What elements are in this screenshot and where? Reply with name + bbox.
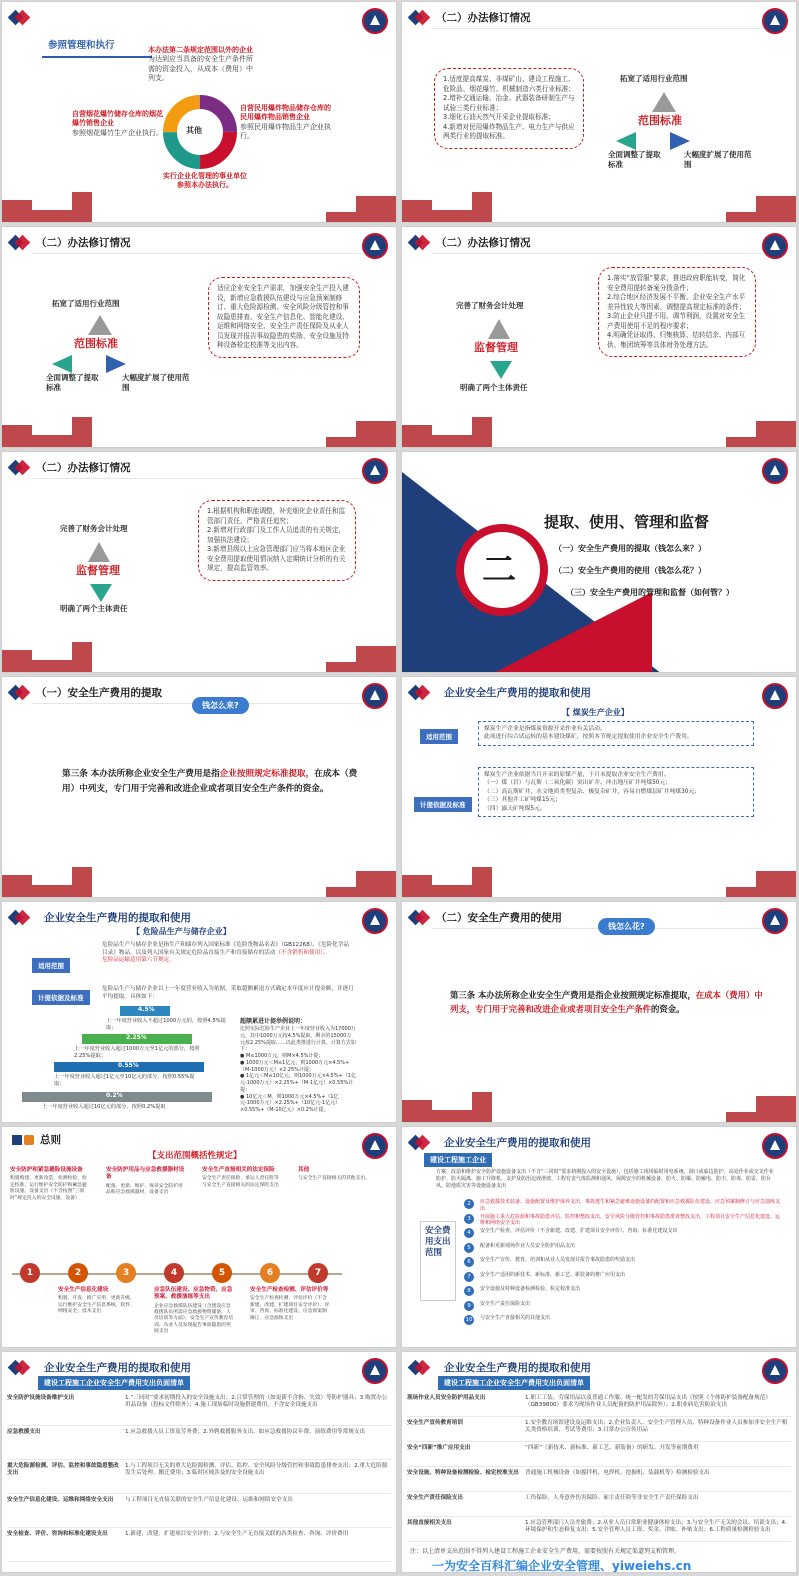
slide-revision-scope-1	[401, 1, 797, 223]
table-row	[407, 1492, 791, 1517]
brand-logo-icon	[10, 11, 30, 25]
header-divider	[32, 478, 362, 479]
left-note-rest: 参照烟花爆竹生产企业执行。	[72, 128, 163, 137]
scope-item-number: 5	[464, 1243, 474, 1253]
tier-rate-2: 2.25%	[126, 1034, 147, 1041]
footnote: 注：以上清单支出范围不得列入建设工程施工企业安全生产费用，需要按照有关规定渠道列支和管理。	[410, 1548, 681, 1555]
arrow-right-icon	[106, 355, 126, 373]
article-text	[450, 988, 768, 1017]
scope-text	[102, 942, 354, 965]
scope-text-note: （不含销售和使用）。	[275, 949, 329, 956]
top-note	[148, 46, 254, 84]
scope-item-number: 8	[464, 1286, 474, 1296]
arrow-right-icon	[670, 132, 690, 150]
emblem-icon	[362, 683, 388, 709]
scope-label: 适用范围	[420, 729, 458, 744]
emblem-icon	[762, 683, 788, 709]
basis-box: 煤炭生产企业依据当月开采的原煤产量，于月末提取企业安全生产费用。 （一）煤（岩）与瓦斯（二氧化碳）突出矿井、冲击地压矿井吨煤50元； （二）高瓦斯矿井，水文地质类型复杂、极复杂矿井，容易自燃煤层矿井吨煤30元； （三）其他井工矿吨煤15元； （四）露天矿吨煤5元。	[478, 767, 754, 817]
row-category: 安全防护设施设备维护支出	[7, 1395, 75, 1401]
emblem-icon	[362, 1358, 388, 1384]
slide-general-rules	[1, 1126, 397, 1348]
step-heading: 其他	[298, 1167, 310, 1173]
center-label: 范围标准	[74, 337, 118, 350]
slide-title: 总则	[40, 1134, 61, 1146]
great-wall-decoration-right	[676, 403, 796, 447]
article-highlight: 企业按照规定标准提取，	[219, 769, 315, 779]
center-label: 监督管理	[474, 341, 518, 354]
top-label: 拓宽了适用行业范围	[52, 299, 120, 308]
table-row	[7, 1494, 391, 1528]
row-category: 安全检查、评价、咨询和标准化建设支出	[7, 1531, 108, 1537]
tier-desc-3: 上一年度营业收入超过1亿元至10亿元的部分，按照0.55%提取；	[54, 1074, 195, 1088]
step-heading: 安全生产检查检测、评估评价等	[250, 1287, 329, 1293]
divider-background	[402, 452, 797, 673]
table-row	[407, 1442, 791, 1467]
great-wall-decoration-left	[402, 178, 522, 222]
revision-bubble: 1.适度提高煤炭、非煤矿山、建设工程施工、危险品、烟花爆竹、机械制造六类行业标准； 2.增补交通运输、冶金、武器装备研制生产与试验三类行业标准； 3.细化石油天然气开采企业提取标准； 4.新增对民用爆炸物品生产、电力生产与供应两类行业的提取标准。	[434, 68, 584, 149]
tier-desc-2: 上一年度营业收入超过1000万元至1亿元的部分，按照2.25%提取；	[74, 1046, 200, 1060]
row-detail: 1.应急管理部门人员差旅费；2.从业人员日常职业健康体检支出；3.与安全生产无关的会议、培训支出；4.环境保护和生态修复支出；5.安全管理人员工资、奖金、津贴、补贴支出；6.工程质量检测检验支出	[525, 1520, 787, 1534]
tier-desc-4: 上一年度营业收入超过10亿元的部分，按照0.2%提取	[42, 1104, 166, 1110]
scope-item-text: 与安全生产直接相关的其他支出	[480, 1315, 551, 1321]
row-detail: 普通施工机械设备（如搅拌机、电焊机、挖掘机、装载机等）检测检验支出	[525, 1470, 710, 1476]
scope-text-note-2: 危险品运输适用第六节规定。	[102, 957, 175, 964]
scope-label: 适用范围	[32, 958, 70, 973]
slide-title: （二）办法修订情况	[436, 237, 531, 249]
right-label: 大幅度扩展了使用范围	[684, 150, 752, 170]
watermark-text: 一为安全百科汇编企业安全管理、yiweiehs.cn	[432, 1559, 692, 1573]
center-label: 范围标准	[638, 114, 682, 127]
row-detail: 1.职工工装、劳保用品以及普通工作服、统一配发的劳保用品支出（按照《个体防护装备配备规范》（GB39800）要求为现场作业人员配备的防护用品除外）；2.职业病危害防治支出	[525, 1395, 771, 1409]
square-bullet-icon	[12, 1135, 22, 1145]
table-row	[407, 1517, 791, 1542]
slide-heading: 参照管理和执行	[48, 40, 115, 51]
question-badge: 钱怎么花?	[598, 918, 655, 935]
brand-logo-icon	[410, 911, 430, 925]
scope-item-number: 7	[464, 1272, 474, 1282]
scope-item-number: 10	[465, 1317, 473, 1323]
bottom-label: 明确了两个主体责任	[460, 383, 528, 392]
row-detail: “四新”（新技术、新标准、新工艺、新装备）的研发、开发等前期费用	[525, 1445, 699, 1451]
slide-hazardous-goods-enterprise	[1, 901, 397, 1123]
great-wall-decoration-right	[276, 178, 396, 222]
scope-item-text: 安全设施及特种设备检测检验、检定校准支出	[480, 1286, 581, 1292]
row-detail: 1.安全教育场馆建设及运维支出；2.企业负责人、安全生产管理人员、特种设备作业人员参加非安全生产相关类资格培训、考试等费用；3.日常办公宣传用品	[525, 1420, 788, 1434]
brand-logo-icon	[410, 1136, 430, 1150]
slide-title: （二）办法修订情况	[436, 12, 531, 24]
scope-item-number: 6	[464, 1257, 474, 1267]
table-row	[7, 1460, 391, 1494]
step-body: 企业应急救援队伍建设（含建设应急救援队伍所需应急救援物资储备、人员培训等方面）、安全生产宣传教育培训、从业人员发现报告事故隐患的奖励支出	[154, 1303, 234, 1335]
brand-logo-icon	[410, 686, 430, 700]
slide-coal-enterprise	[401, 676, 797, 898]
timeline-step-number: 5	[212, 1263, 232, 1283]
brand-logo-icon	[10, 911, 30, 925]
timeline-step-number: 1	[20, 1263, 40, 1283]
header-divider	[432, 253, 762, 254]
great-wall-decoration-right	[676, 853, 796, 897]
left-note-red: 自营烟花爆竹储存仓库的烟花爆竹销售企业	[72, 110, 163, 128]
scope-item-number: 4	[464, 1228, 474, 1238]
slide-revision-supervision-1	[401, 226, 797, 448]
brand-logo-icon	[10, 236, 30, 250]
right-note	[240, 104, 336, 142]
row-detail: 工伤保险、人身意外伤害保险、雇主责任险等非安全生产责任保险支出	[525, 1495, 699, 1501]
row-category: 安全设施、特种设备检测检验、检定校准支出	[407, 1470, 519, 1476]
emblem-icon	[362, 458, 388, 484]
tier-rate-3: 0.55%	[118, 1062, 139, 1069]
ring-center-label: 其他	[186, 126, 202, 135]
basis-text: 危险品生产与储存企业以上一年度营业收入为依据，采取超额累退方式确定本年度应计提金额，并逐月平均提取。具体如下：	[102, 986, 354, 1000]
arrow-up-icon	[488, 319, 510, 339]
table-row	[407, 1417, 791, 1442]
section-numeral: 二	[482, 550, 516, 590]
step-heading: 安全生产直接相关的法定保险	[202, 1167, 275, 1173]
timeline-step-number: 6	[260, 1263, 280, 1283]
emblem-icon	[762, 458, 788, 484]
step-heading: 安全生产信息化建设	[58, 1287, 109, 1293]
row-detail: 与工程项目无直接关联的安全生产信息化建设、运维和网络安全支出	[125, 1497, 293, 1503]
arrow-up-icon	[88, 542, 110, 562]
article-highlight: 在成本（费用）中列支，专门用于完善和改进企业或者项目安全生产条件	[450, 990, 763, 1015]
example-text: 比照实际危险生产企业上一年度营业收入为17000万元，其中1000万元按4.5%提取，剩余的15000万元按2.25%提取……以此类推进行计算。计算方式如下： ● M≤1000万元，则M×4.5%计提； ● 1000万元＜M≤1亿元，则1000万元×4.5%+（M-1000万元）×2.25%计提； ● 1亿元＜M≤10亿元，则1000万元×4.5%+（1亿元-1000万元）×2.25%+（M-1亿元）×0.55%计提； ● 10亿元＜M，则1000万元×4.5%+（1亿元-1000万元）×2.25%+（10亿元-1亿元）×0.55%+（M-10亿元）×0.2%计提。	[240, 1026, 356, 1113]
row-category: 重大危险源检测、评估、监控和事故隐患整改支出	[7, 1463, 119, 1477]
step-body: 安全生产责任保险、承运人责任险等与安全生产直接相关的法定保险支出	[202, 1176, 279, 1188]
article-lead: 第三条 本办法所称企业安全生产费用是指	[62, 769, 220, 779]
arrow-down-icon	[90, 584, 112, 602]
slide-title: 企业安全生产费用的提取和使用	[44, 1362, 191, 1374]
slide-title: （二）办法修订情况	[36, 237, 131, 249]
article-rest: 的资金。	[651, 1004, 685, 1015]
emblem-icon	[362, 908, 388, 934]
table-row	[7, 1392, 391, 1426]
arrow-down-icon	[490, 361, 512, 379]
row-detail: 1.新建、改建、扩建项目安全评价；2.与安全生产无直接关联的各类检查、咨询、评价费用	[125, 1531, 349, 1537]
emblem-icon	[362, 1133, 388, 1159]
slide-section-divider	[401, 451, 797, 673]
left-label: 全面调整了提取标准	[46, 373, 99, 393]
emblem-icon	[762, 1133, 788, 1159]
article-rest: 在成本（费用）中列支，专门用于完善和改进企业或者项目安全生产条件的资金。	[62, 769, 358, 794]
enterprise-subheading: 【 危险品生产与储存企业】	[132, 927, 231, 936]
example-title: 超额累进计提举例说明：	[240, 1018, 307, 1025]
heading-underline	[42, 56, 152, 58]
enterprise-subheading: 建设工程施工企业	[424, 1153, 492, 1167]
timeline-step-number: 3	[116, 1263, 136, 1283]
slide-title: 企业安全生产费用的提取和使用	[44, 912, 191, 924]
great-wall-decoration-right	[276, 853, 396, 897]
section-item-1: （一）安全生产费用的提取（钱怎么来？）	[554, 544, 706, 553]
step-heading: 安全防护用品与应急救援器材设备	[106, 1167, 185, 1181]
emblem-icon	[762, 233, 788, 259]
revision-bubble: 1.落实“放管服”要求，推进政府职能转变，简化安全费用提转备案分拨条件； 2.综合地区经济发展不平衡、企业安全生产水平差异性较大等因素，调整提高规定标准的条件； 3.防止企业只提不用、调节利润，设置对安全生产费用使用不足的程序要求； 4.明确凭证取得、归集核算、结转结余、内部互供、集团统筹等具体财务处理方法。	[598, 267, 756, 357]
brand-logo-icon	[10, 461, 30, 475]
row-category: 安全“四新”推广应用支出	[407, 1445, 471, 1451]
emblem-icon	[762, 1358, 788, 1384]
slide-title: （二）安全生产费用的使用	[436, 912, 562, 924]
emblem-icon	[362, 233, 388, 259]
row-category: 现场作业人员安全防护用品支出	[407, 1395, 486, 1401]
great-wall-decoration-right	[676, 178, 796, 222]
slide-title: 企业安全生产费用的提取和使用	[444, 1137, 591, 1149]
timeline-step-number: 7	[308, 1263, 328, 1283]
slide-title: （一）安全生产费用的提取	[36, 687, 162, 699]
header-divider	[432, 28, 762, 29]
step-heading: 安全防护和紧急避险设施设备	[10, 1167, 83, 1173]
brand-logo-icon	[410, 11, 430, 25]
basis-label: 计提依据及标准	[32, 990, 90, 1005]
timeline-step-card	[154, 1287, 234, 1336]
timeline-step-card	[250, 1287, 330, 1322]
scope-item-text: 安全生产宣传、教育、培训和从业人员发现并报告事故隐患的奖励支出	[480, 1257, 636, 1263]
bottom-label: 明确了两个主体责任	[60, 604, 128, 613]
slide-title: （二）办法修订情况	[36, 462, 131, 474]
step-body: 与安全生产直接相关的其他支出。	[298, 1176, 370, 1182]
scope-item-number: 3	[464, 1214, 474, 1224]
slide-negative-list-1	[1, 1351, 397, 1573]
timeline-step-number: 2	[68, 1263, 88, 1283]
step-body: 配备、更新、维护、保养安全防护用品和应急救援器材、设备支出	[106, 1183, 183, 1195]
table-row	[407, 1467, 791, 1492]
scope-item-text: 安全生产检查、评估评价（不含新建、改建、扩建项目安全评价）、咨询、标准化建设支出	[480, 1228, 678, 1234]
article-lead: 第三条 本办法所称企业安全生产费用是指企业按照规定标准提取，	[450, 990, 696, 1000]
scope-item-text: 配备和更新现场作业人员安全防护用品支出	[480, 1242, 576, 1249]
brand-logo-icon	[410, 1361, 430, 1375]
step-heading: 应急队伍建设、应急物资、应急预案、救援演练等支出	[154, 1287, 233, 1301]
step-body: 购置、开发、推广应用、更新升级、运行维护安全生产信息系统、软件、网络安全、技术支出	[58, 1296, 135, 1315]
great-wall-decoration-left	[2, 853, 122, 897]
row-category: 安全生产宣传教育培训	[407, 1420, 463, 1426]
section-title: 提取、使用、管理和监督	[544, 513, 710, 531]
scope-item-text: 安全生产适用的新技术、新标准、新工艺、新装备的推广应用支出	[480, 1271, 626, 1278]
slide-revision-supervision-2	[1, 451, 397, 673]
hand-pointer-icon	[24, 1135, 34, 1145]
row-category: 安全生产信息化建设、运维和网络安全支出	[7, 1497, 114, 1503]
table-row	[7, 1528, 391, 1562]
intro-text: 方案、改造和维护安全防护设施设备支出（不含“三同时”要求初期投入的安全设施），包括施工现场临时用电系统、洞口或临边防护、高处作业或交叉作业防护、防火隔离、施工升降机、支护及防治边坡滑坡、工程有害气体监测和通风、保障安全的机械设备、防火、防爆、防触电、防尘、防毒、防雷、防台风、防地质灾害等设施设备支出	[436, 1169, 774, 1189]
arrow-left-icon	[616, 132, 636, 150]
great-wall-decoration-left	[2, 628, 122, 672]
brand-logo-icon	[410, 236, 430, 250]
left-note	[72, 110, 164, 138]
great-wall-decoration-right	[276, 628, 396, 672]
row-category: 应急救援支出	[7, 1429, 41, 1435]
row-category: 安全生产责任保险支出	[407, 1495, 463, 1501]
revision-bubble: 适应企业安全生产需求，加强安全生产投入建设，新增应急救援队伍建设与应急预案制修订、重大危险源检测、安全风险分级管控和事故隐患排查、安全生产信息化、智能化建设、运维和网络安全、安全生产责任保险及从业人员发现并报告事故隐患的奖励、安全设施及特种设备检定校准等支出内容。	[208, 277, 360, 358]
brand-logo-icon	[10, 1361, 30, 1375]
step-body: 购置购建、更新改造、检测检验、检定校准、运行维护安全防护和紧急避险设施、设备支出（不含按照“三同时”规定投入的安全设施、设备）	[10, 1176, 87, 1201]
row-detail: 1.“三同时”要求初期投入的安全设施支出；2.日常管理的（如更新不含指、失效）等防护器具；3.购置办公用品设备（投标文件除外）；4.施工现场临时设施搭建费用，不含安全设施支出	[125, 1395, 388, 1409]
scope-box: 煤炭生产企业是指煤炭资源开采作业有关活动。 此项进行综合试运转的基本建设煤矿，按照本节规定提取使用企业安全生产费用。	[478, 721, 754, 746]
table-row	[407, 1392, 791, 1417]
brand-logo-icon	[10, 686, 30, 700]
list-subheading: 建设工程施工企业安全生产费用支出负面清单	[38, 1376, 190, 1390]
scope-text-main: 危险品生产与储存企业是指生产和储存列入国家标准《危险货物品名表》（GB12268）、《危险化学品目录》物品，以及列入国家有关规定危险品直接生产和直接储存的活动	[102, 942, 349, 956]
tier-rate-4: 0.2%	[106, 1092, 123, 1099]
scope-side-label: 安全费用支出范围	[420, 1221, 456, 1301]
header-divider	[432, 928, 762, 929]
scope-item-number: 9	[464, 1301, 474, 1311]
scope-item-text: 应急救援技术装备、设施配置及维护保养支出，事故逃生和紧急避难设施设备的配置和应急救援队伍建设、应急预案制修订与应急演练支出	[480, 1199, 781, 1212]
row-detail: 1.与工程项目无关的重大危险源检测、评估、监控、安全风险分级管控和事故隐患排查支出；2.重大危险源发生后处理、搬迁费用；3.临时区域涉及的安全设施支出	[125, 1463, 388, 1477]
banner-title: 【支出范围概括性规定】	[148, 1151, 242, 1161]
scope-item-number: 2	[464, 1199, 474, 1209]
right-note-rest: 参照民用爆炸物品生产企业执行。	[240, 122, 331, 141]
article-text	[62, 767, 362, 796]
slide-construction-scope	[401, 1126, 797, 1348]
center-label: 监督管理	[76, 564, 120, 577]
slide-negative-list-2	[401, 1351, 797, 1573]
emblem-icon	[762, 908, 788, 934]
right-label: 大幅度扩展了使用范围	[122, 373, 190, 393]
table-row	[7, 1426, 391, 1460]
great-wall-decoration-right	[676, 1078, 796, 1122]
slide-reference-execution	[1, 1, 397, 223]
timeline-step-card	[10, 1167, 90, 1202]
slide-revision-scope-2	[1, 226, 397, 448]
top-label: 完善了财务会计处理	[456, 301, 524, 310]
top-label: 拓宽了适用行业范围	[620, 74, 688, 83]
row-detail: 1.应急救援人员工资及劳务费；2.外聘救援服务支出，如应急救援协议年费、演练费用等常规支出	[125, 1429, 366, 1435]
top-label: 完善了财务会计处理	[60, 524, 128, 533]
right-note-red: 自营民用爆炸物品储存仓库的民用爆炸物品销售企业	[240, 104, 331, 122]
section-item-2: （二）安全生产费用的使用（钱怎么花？）	[554, 566, 706, 575]
slide-title: 企业安全生产费用的提取和使用	[444, 1362, 591, 1374]
top-note-red: 本办法第二条规定范围以外的企业	[148, 46, 253, 54]
great-wall-decoration-left	[2, 178, 122, 222]
enterprise-subheading: 【 煤炭生产企业】	[562, 708, 629, 717]
timeline-step-number: 4	[164, 1263, 184, 1283]
slide-title: 企业安全生产费用的提取和使用	[444, 687, 591, 699]
great-wall-decoration-right	[276, 403, 396, 447]
emblem-icon	[762, 8, 788, 34]
timeline-step-card	[58, 1287, 138, 1316]
scope-item-text: 开展施工重大危险源和事故隐患评估、监控和整改支出，安全风险分级管控和事故隐患排查整改支出，工程项目安全生产信息化建设、运维和网络安全支出	[480, 1213, 781, 1226]
question-badge: 钱怎么来?	[192, 697, 249, 714]
row-category: 其他直接相关支出	[407, 1520, 452, 1526]
great-wall-decoration-left	[402, 853, 522, 897]
arrow-left-icon	[52, 355, 72, 373]
top-note-rest: 为达到应当具备的安全生产条件所需的资金投入，从成本（费用）中列支。	[148, 55, 253, 83]
tier-desc-1: 上一年度营业收入不超过1000万元的，按照4.5%提取；	[106, 1018, 226, 1032]
great-wall-decoration-left	[402, 1078, 522, 1122]
timeline-step-card	[106, 1167, 186, 1196]
scope-item-text: 安全生产责任保险支出	[480, 1300, 531, 1307]
bottom-note: 实行企业化管理的事业单位参照本办法执行。	[163, 172, 247, 190]
arrow-up-icon	[652, 92, 676, 112]
section-item-3: （三）安全生产费用的管理和监督（如何管？）	[566, 588, 734, 597]
slide-fee-extraction	[1, 676, 397, 898]
timeline-step-card	[202, 1167, 282, 1189]
slide-fee-usage	[401, 901, 797, 1123]
tier-rate-1: 4.5%	[138, 1006, 155, 1013]
great-wall-decoration-left	[2, 403, 122, 447]
great-wall-decoration-left	[402, 403, 522, 447]
left-label: 全面调整了提取标准	[608, 150, 661, 170]
timeline-step-card	[298, 1167, 378, 1183]
list-subheading: 建设工程施工企业安全生产费用支出负面清单	[438, 1376, 590, 1390]
emblem-icon	[362, 8, 388, 34]
step-body: 安全生产检查检测、评估评价（不含新建、改建、扩建项目安全评价）、评审、咨询、标准化建设、应急预案制修订、应急演练支出	[250, 1296, 330, 1321]
arrow-up-icon	[88, 315, 112, 335]
header-divider	[32, 253, 362, 254]
revision-bubble: 1.根据机构和职能调整，补充细化企业责任和监管部门责任，严格责任追究； 2.新增对行政部门及工作人员追责的有关规定，加强执法建设； 3.新增县级以上应急管理部门应当将本地区企业安全费用提取使用情况纳入定期统计分析的有关规定，提高监管效率。	[198, 500, 356, 581]
basis-label: 计提依据及标准	[414, 797, 472, 812]
